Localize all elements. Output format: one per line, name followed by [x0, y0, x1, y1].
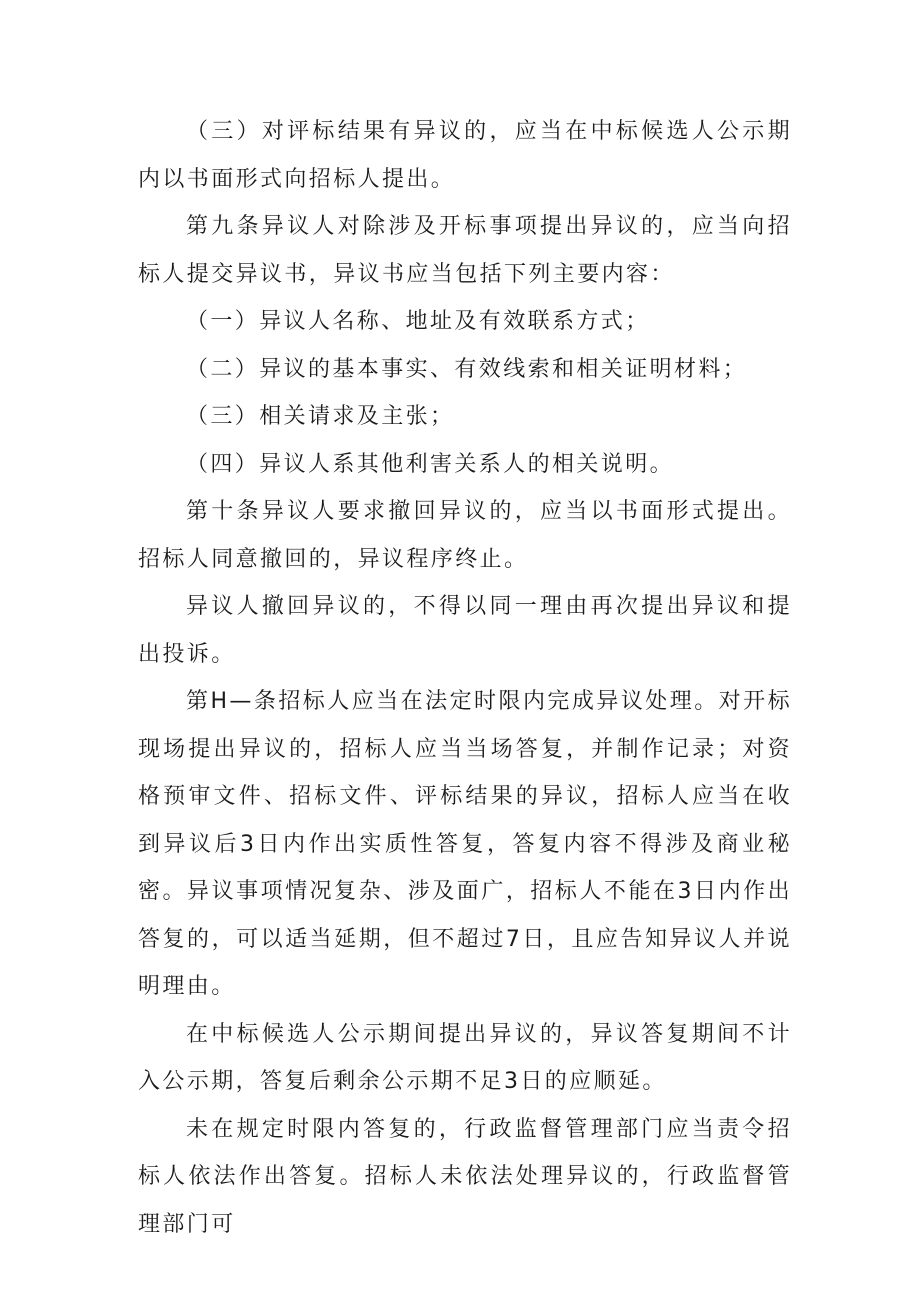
paragraph-objection-evaluation-result: （三）对评标结果有异议的，应当在中标候选人公示期内以书面形式向招标人提出。 — [138, 119, 792, 192]
paragraph-item-3: （三）相关请求及主张； — [186, 404, 455, 429]
document-body — [138, 108, 792, 1248]
paragraph-item-2: （二）异议的基本事实、有效线索和相关证明材料； — [186, 356, 748, 382]
paragraph-withdraw-objection: 异议人撤回异议的，不得以同一理由再次提出异议和提出投诉。 — [138, 594, 792, 667]
paragraph-item-1: （一）异议人名称、地址及有效联系方式； — [186, 309, 650, 334]
paragraph-article-11: 第H—条招标人应当在法定时限内完成异议处理。对开标现场提出异议的，招标人应当当场答复，并制作记录；对资格预审文件、招标文件、评标结果的异议，招标人应当在收到异议后3日内作出实质性答复，答复内容不得涉及商业秘密。异议事项情况复杂、涉及面广，招标人不能在3日内作出答复的，可以适当延期，但不超过7日，且应告知异议人并说明理由。 — [138, 689, 792, 999]
paragraph-publicity-period: 在中标候选人公示期间提出异议的，异议答复期间不计入公示期，答复后剩余公示期不足3日的应顺延。 — [138, 1021, 792, 1094]
paragraph-item-4: （四）异议人系其他利害关系人的相关说明。 — [186, 451, 675, 477]
paragraph-supervision-department: 未在规定时限内答复的，行政监督管理部门应当责令招标人依法作出答复。招标人未依法处理异议的，行政监督管理部门可 — [138, 1116, 792, 1237]
paragraph-article-10: 第十条异议人要求撤回异议的，应当以书面形式提出。招标人同意撤回的，异议程序终止。 — [138, 499, 792, 572]
paragraph-article-9: 第九条异议人对除涉及开标事项提出异议的，应当向招标人提交异议书，异议书应当包括下列主要内容： — [138, 214, 792, 287]
